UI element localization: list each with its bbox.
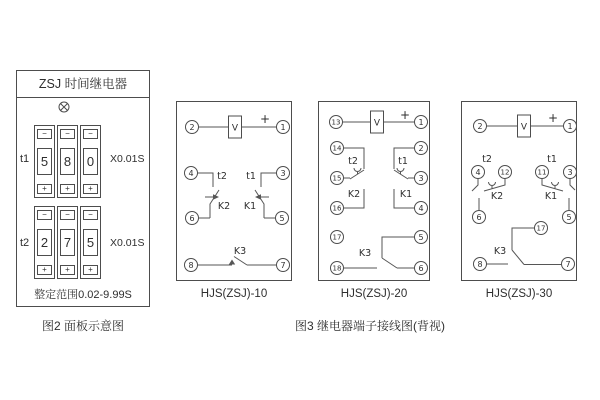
indicator-lamp-icon (58, 101, 70, 113)
svg-text:13: 13 (331, 118, 341, 127)
t2-label: t2 (217, 171, 227, 182)
k3-label: K3 (233, 246, 247, 257)
thumbwheel-column (57, 125, 78, 198)
terminal (563, 211, 576, 224)
terminal (473, 211, 486, 224)
svg-text:7: 7 (565, 259, 571, 269)
svg-text:1: 1 (418, 117, 424, 127)
voltage-element-label: V (520, 122, 528, 133)
terminal (474, 258, 487, 271)
terminal (331, 231, 344, 244)
terminal (415, 172, 428, 185)
svg-text:5: 5 (566, 212, 572, 222)
increment-button: + (83, 265, 98, 275)
increment-button: + (60, 184, 75, 194)
t2-label: t2 (482, 154, 492, 165)
svg-text:1: 1 (280, 122, 286, 132)
svg-text:8: 8 (188, 260, 194, 270)
svg-text:2: 2 (477, 121, 483, 131)
decrement-button: − (60, 129, 75, 139)
k3-label: K3 (493, 246, 507, 257)
digit-window: 2 (37, 229, 52, 256)
svg-text:16: 16 (332, 204, 342, 213)
terminal (415, 202, 428, 215)
terminal (277, 167, 290, 180)
thumbwheel-column (80, 206, 101, 279)
svg-text:5: 5 (279, 213, 285, 223)
terminal (186, 121, 199, 134)
t1-label: t1 (547, 154, 557, 165)
svg-text:3: 3 (567, 167, 573, 177)
terminal (562, 258, 575, 271)
t1-row-label: t1 (20, 153, 30, 165)
diagram-caption: HJS(ZSJ)-10 (200, 288, 268, 300)
contact-k2 (331, 142, 365, 215)
polarity-plus-label: + (399, 108, 411, 122)
terminal (564, 166, 577, 179)
terminal (186, 212, 199, 225)
svg-text:2: 2 (418, 143, 424, 153)
digit-window: 0 (83, 148, 98, 175)
svg-text:2: 2 (189, 122, 195, 132)
wire (344, 237, 415, 268)
svg-text:17: 17 (536, 224, 546, 233)
wiring-diagram-hjs-zsj-10 (176, 101, 292, 281)
terminal (331, 142, 344, 155)
decrement-button: − (83, 129, 98, 139)
t2-multiplier-label: X0.01S (110, 237, 145, 249)
svg-text:1: 1 (567, 121, 573, 131)
relay-front-panel (16, 70, 150, 307)
terminal (474, 120, 487, 133)
contact-tip-arrow-icon (229, 260, 235, 265)
svg-text:6: 6 (476, 212, 482, 222)
svg-text:7: 7 (280, 260, 286, 270)
svg-text:18: 18 (332, 264, 342, 273)
decrement-button: − (60, 210, 75, 220)
k3-label: K3 (358, 248, 372, 259)
svg-text:8: 8 (477, 259, 483, 269)
svg-text:5: 5 (418, 232, 424, 242)
terminal (415, 116, 428, 129)
k2-label: K2 (490, 191, 504, 202)
wiring-diagram-hjs-zsj-30 (461, 101, 577, 281)
thumbwheel-column (34, 206, 55, 279)
svg-text:6: 6 (189, 213, 195, 223)
k1-label: K1 (544, 191, 558, 202)
t2-thumbwheel-group (34, 206, 101, 279)
terminal (331, 202, 344, 215)
svg-text:4: 4 (418, 203, 424, 213)
voltage-element-label: V (231, 123, 239, 134)
k1-label: K1 (399, 189, 413, 200)
time-delay-cup-icon (354, 168, 361, 174)
contact-k1 (536, 154, 577, 224)
contact-k2 (185, 167, 231, 225)
increment-button: + (37, 265, 52, 275)
decrement-button: − (37, 129, 52, 139)
setting-range-label: 整定范围0.02-9.99S (34, 289, 132, 301)
contact-k3 (474, 222, 575, 271)
svg-text:15: 15 (332, 174, 342, 183)
terminal (415, 262, 428, 275)
digit-window: 5 (37, 148, 52, 175)
t1-label: t1 (398, 156, 408, 167)
terminal (415, 142, 428, 155)
k2-label: K2 (217, 201, 231, 212)
terminal (185, 259, 198, 272)
t1-label: t1 (246, 171, 256, 182)
digit-window: 8 (60, 148, 75, 175)
svg-text:14: 14 (332, 144, 342, 153)
terminal (564, 120, 577, 133)
k2-label: K2 (347, 189, 361, 200)
k1-label: K1 (243, 201, 257, 212)
wiring-diagram-hjs-zsj-20 (318, 101, 430, 281)
polarity-plus-label: + (259, 112, 271, 126)
terminal (472, 166, 485, 179)
terminal (331, 262, 344, 275)
terminal (330, 116, 343, 129)
time-delay-cup-icon (397, 168, 404, 174)
diagram-caption: HJS(ZSJ)-30 (485, 288, 553, 300)
contact-k1 (394, 142, 428, 215)
decrement-button: − (37, 210, 52, 220)
figure2-caption: 图2 面板示意图 (41, 319, 124, 333)
figure3-caption: 图3 继电器端子接线图(背视) (294, 319, 445, 333)
terminal (276, 212, 289, 225)
voltage-element-label: V (373, 118, 381, 129)
digit-window: 7 (60, 229, 75, 256)
increment-button: + (60, 265, 75, 275)
t1-multiplier-label: X0.01S (110, 153, 145, 165)
contact-k3 (185, 246, 290, 272)
t2-row-label: t2 (20, 237, 30, 249)
wire (198, 257, 277, 266)
thumbwheel-column (80, 125, 101, 198)
contact-k2 (472, 154, 512, 224)
contact-k1 (244, 167, 290, 225)
terminal (331, 172, 344, 185)
t1-thumbwheel-group (34, 125, 101, 198)
svg-text:6: 6 (418, 263, 424, 273)
terminal (499, 166, 512, 179)
diagram-caption: HJS(ZSJ)-20 (340, 288, 408, 300)
svg-text:3: 3 (280, 168, 286, 178)
terminal (277, 121, 290, 134)
terminal (185, 167, 198, 180)
svg-text:4: 4 (188, 168, 194, 178)
contact-k3 (331, 231, 428, 275)
svg-text:17: 17 (332, 233, 342, 242)
svg-text:11: 11 (537, 168, 547, 177)
thumbwheel-column (34, 125, 55, 198)
terminal (536, 166, 549, 179)
svg-text:12: 12 (500, 168, 510, 177)
terminal (535, 222, 548, 235)
increment-button: + (83, 184, 98, 194)
digit-window: 5 (83, 229, 98, 256)
terminal (277, 259, 290, 272)
terminal (415, 231, 428, 244)
polarity-plus-label: + (547, 111, 559, 125)
t2-label: t2 (348, 156, 358, 167)
panel-title: ZSJ 时间继电器 (17, 71, 149, 98)
svg-text:3: 3 (418, 173, 424, 183)
thumbwheel-column (57, 206, 78, 279)
increment-button: + (37, 184, 52, 194)
svg-text:4: 4 (475, 167, 481, 177)
decrement-button: − (83, 210, 98, 220)
